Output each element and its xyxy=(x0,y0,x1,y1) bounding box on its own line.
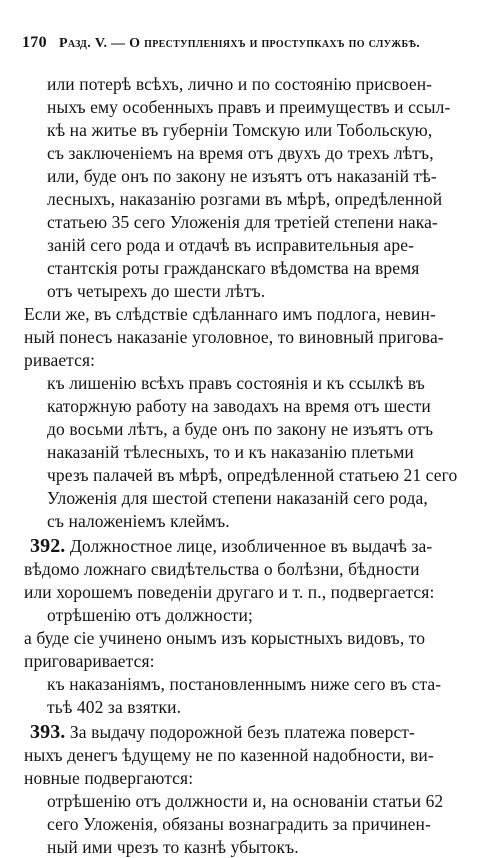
text-line: каторжную работу на заводахъ на время отъ шести xyxy=(47,396,431,416)
text-line: съ наложеніемъ клеймъ. xyxy=(47,511,230,531)
text-line: лесныхъ, наказанію розгами въ мѣрѣ, опредѣленной xyxy=(47,189,443,209)
margin-ink-mark xyxy=(466,672,474,714)
page-number: 170 xyxy=(22,34,47,51)
text-line: наказаній тѣлесныхъ, то и къ наказанію плетьми xyxy=(47,442,414,462)
text-line: ныхъ ему особенныхъ правъ и преимуществъ и ссыл- xyxy=(47,97,451,117)
text-line: ривается: xyxy=(24,350,96,370)
text-line: ный ими чрезъ то казнѣ убытокъ. xyxy=(47,837,299,857)
text-line: или хорошемъ поведеніи другаго и т. п., подвергается: xyxy=(24,582,435,602)
text-line: къ лишенію всѣхъ правъ состоянія и къ ссылкѣ въ xyxy=(47,373,425,393)
text-line: отрѣшенію отъ должности и, на основаніи статьи 62 xyxy=(47,791,444,811)
text-span: За выдачу подорожной безъ платежа поверст- xyxy=(69,722,415,742)
text-line: отъ четырехъ до шести лѣтъ. xyxy=(47,281,266,301)
article-393-first-line xyxy=(30,721,472,743)
text-line: заній сего рода и отдачѣ въ исправительныя аре- xyxy=(47,235,415,255)
text-line: или, буде онъ по закону не изъятъ отъ наказаній тѣ- xyxy=(47,166,437,186)
section-title: Разд. V. — О преступленіяхъ и проступкахъ по службѣ. xyxy=(58,36,421,51)
text-line: тьѣ 402 за взятки. xyxy=(47,697,182,717)
text-line: новные подвергаются: xyxy=(24,768,194,788)
article-392-first-line xyxy=(30,535,472,557)
text-line: вѣдомо ложнаго свидѣтельства о болѣзни, бѣдности xyxy=(24,559,420,579)
text-line: ныхъ денегъ ѣдущему не по казенной надобности, ви- xyxy=(24,745,434,765)
text-line: ный понесъ наказаніе уголовное, то виновный пригова- xyxy=(24,327,444,347)
article-number: 393. xyxy=(30,721,66,743)
text-line: а буде сіе учинено онымъ изъ корыстныхъ видовъ, то xyxy=(24,628,426,648)
text-line: Если же, въ слѣдствіе сдѣланнаго имъ подлога, невин- xyxy=(24,304,436,324)
text-line: Уложенія для шестой степени наказаній сего рода, xyxy=(47,488,428,508)
text-line: чрезъ палачей въ мѣрѣ, опредѣленной статьею 21 сего xyxy=(47,465,458,485)
text-line: кѣ на житье въ губерніи Томскую или Тобольскую, xyxy=(47,120,433,140)
text-span: Должностное лице, изобличенное въ выдачѣ за- xyxy=(69,536,433,556)
text-line: отрѣшенію отъ должности; xyxy=(47,605,253,625)
text-line: приговаривается: xyxy=(24,651,155,671)
text-line: стантскія роты гражданскаго вѣдомства на время xyxy=(47,258,420,278)
article-number: 392. xyxy=(30,535,66,557)
text-line: къ наказаніямъ, постановленнымъ ниже сего въ ста- xyxy=(47,674,442,694)
text-line: съ заключеніемъ на время отъ двухъ до трехъ лѣтъ, xyxy=(47,143,434,163)
text-line: до восьми лѣтъ, а буде онъ по закону не изъятъ отъ xyxy=(47,419,434,439)
text-line: сего Уложенія, обязаны вознаградить за причинен- xyxy=(47,814,431,834)
text-line: или потерѣ всѣхъ, лично и по состоянію присвоен- xyxy=(47,74,433,94)
running-header xyxy=(22,34,472,52)
text-line: статьею 35 сего Уложенія для третіей степени нака- xyxy=(47,212,438,232)
